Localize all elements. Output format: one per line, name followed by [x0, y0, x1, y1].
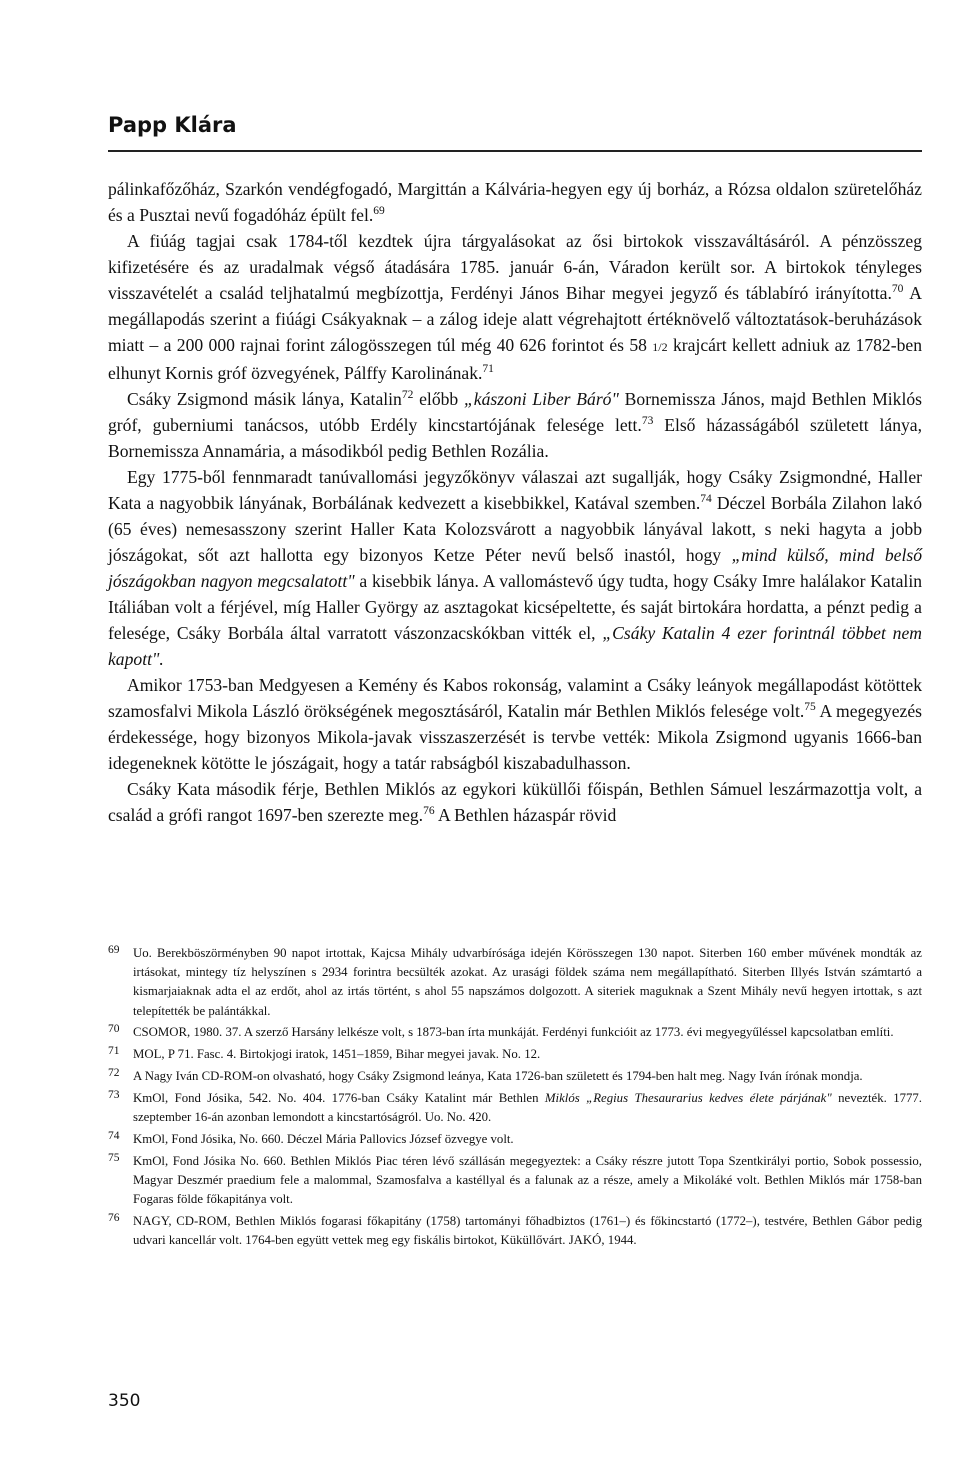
footnote-number: 76 [108, 1211, 120, 1224]
paragraph-text: Csáky Kata második férje, Bethlen Miklós az egykori küküllői főispán, Bethlen Sámuel leszármazottja volt, a család a grófi rangot 1697-ben szerezte meg. [108, 779, 922, 825]
footnote-ref[interactable]: 72 [401, 389, 414, 401]
running-header-author: Papp Klára [108, 113, 237, 137]
page-number: 350 [108, 1391, 141, 1411]
footnote-ref[interactable]: 70 [891, 283, 904, 295]
footnote-text: KmOl, Fond Jósika No. 660. Bethlen Miklós Piac téren lévő szállásán megegyeztek: a Csáky részre jutott Topa Szentkirályi portio, Sobok possessio, Magyar Deszmér praedium fele a malommal, Szamosfalva a kastéllyal és a falunak az a része, amely a Mikoláké volt. Bethlen Miklós már 1758-ban Fogaras földe főkapitánya volt. [133, 1153, 922, 1206]
footnote-text: KmOl, Fond Jósika, No. 660. Déczel Mária Pallovics József özvegye volt. [133, 1131, 514, 1146]
footnote-ref[interactable]: 74 [700, 493, 712, 505]
paragraph-text: A fiúág tagjai csak 1784-től kezdtek újra tárgyalásokat az ősi birtokok visszaváltásáról. A pénzösszeg kifizetésére és az uradalmak végső átadására 1785. január 6-án, Váradon került sor. A birtokok tényleges visszavételét a család teljhatalmú megbízottja, Ferdényi János Bihar megyei jegyző és táblabíró irányította. [108, 231, 922, 303]
footnote-number: 73 [108, 1088, 120, 1101]
paragraph-text: előbb [413, 389, 465, 409]
footnote-70 [108, 1023, 922, 1042]
italic-quote: „kászoni Liber Báró" [464, 389, 619, 409]
footnote-ref[interactable]: 69 [373, 205, 385, 217]
paragraph-text: Déczel Borbála Zilahon lakó (65 éves) nemesasszony szerint Haller Kata Kolozsvárott a nagyobbik lányával lakott, s neki hagyta a jobb jószágokat, sőt azt hallotta egy bizonyos Ketze Péter nevű belső inastól, hogy [108, 493, 922, 565]
footnote-text-part: nevezték. 1777. szeptember 16-án azonban lemondott a kincstartóságról. Uo. No. 420. [133, 1090, 922, 1124]
footnote-number: 70 [108, 1023, 120, 1036]
footnote-text: NAGY, CD-ROM, Bethlen Miklós fogarasi főkapitány (1758) tartományi főhadbiztos (1761–) és főkincstartó (1772–), testvére, Bethlen Gábor pedig udvari kancellár volt. 1764-ben együtt vettek meg egy fiskális birtokot, Küküllővárt. JAKÓ, 1944. [133, 1213, 922, 1247]
paragraph-3 [108, 386, 922, 464]
footnote-71 [108, 1045, 922, 1064]
paragraph-2 [108, 228, 922, 386]
footnote-73 [108, 1089, 922, 1127]
footnote-ref[interactable]: 73 [641, 415, 654, 427]
paragraph-text: A megegyezés érdekessége, hogy bizonyos Mikola-javak visszaszerzését is tervbe vették: Mikola Zsigmond ugyanis 1666-ban idegeneknek kötötte le jószágait, hogy a tatár rabságból kiszabadulhasson. [108, 701, 923, 773]
paragraph-text: Első házasságából született lánya, Bornemissza Annamária, a másodikból pedig Bethlen Rozália. [108, 415, 922, 461]
paragraph-text: Amikor 1753-ban Medgyesen a Kemény és Kabos rokonság, valamint a Csáky leányok megállapodást kötöttek szamosfalvi Mikola László örökségének megosztásáról, Katalin már Bethlen Miklós felesége volt. [108, 675, 922, 721]
footnote-text: CSOMOR, 1980. 37. A szerző Harsány lelkésze volt, s 1873-ban írta munkáját. Ferdényi funkcióit az 1773. évi megyegyűléssel kapcsolatban említi. [133, 1025, 894, 1040]
paragraph-text: A Bethlen házaspár rövid [434, 805, 617, 825]
footnote-text: A Nagy Iván CD-ROM-on olvasható, hogy Csáky Zsigmond leánya, Kata 1726-ban született és 1794-ben halt meg. Nagy Iván írónak mondja. [133, 1069, 863, 1083]
paragraph-5 [108, 672, 922, 776]
body-text [108, 176, 922, 828]
paragraph-text: Egy 1775-ből fennmaradt tanúvallomási jegyzőkönyv válaszai azt sugallják, hogy Csáky Zsigmondné, Haller Kata a nagyobbik lányának, Borbálának kedvezett a kisebbikkel, Katával szemben. [108, 467, 922, 513]
paragraph-4 [108, 464, 922, 672]
footnote-ref[interactable]: 71 [482, 363, 494, 375]
paragraph-text: pálinkafőzőház, Szarkón vendégfogadó, Margittán a Kálvária-hegyen egy új borház, a Rózsa oldalon szüretelőház és a Pusztai nevű fogadóház épült fel. [108, 179, 922, 225]
footnote-76 [108, 1212, 922, 1250]
paragraph-text: Bornemissza János, majd Bethlen Miklós gróf, guberniumi tanácsos, utóbb Erdély kincstartójának felesége lett. [108, 389, 922, 435]
footnote-74 [108, 1130, 922, 1149]
footnote-ref[interactable]: 75 [804, 701, 816, 713]
paragraph-text: A megállapodás szerint a fiúági Csákyaknak – a zálog ideje alatt végrehajtott értéknövelő változtatások-beruházások miatt – a 200 000 rajnai forint zálogösszegen túl még 40 626 forintot és 58 [108, 283, 922, 355]
footnote-75 [108, 1152, 922, 1210]
footnote-number: 71 [108, 1045, 120, 1058]
paragraph-text: Csáky Zsigmond másik lánya, Katalin [127, 389, 402, 409]
footnote-text [133, 1089, 922, 1127]
footnote-72 [108, 1067, 922, 1086]
footnote-text: Uo. Berekböszörményben 90 napot irtottak, Kajcsa Mihály udvarbírósága idején Körösszegen 130 napot. Siterben 160 ember művének mondták az irtásokat, mintegy tíz helyszínen s 2934 forintra becsülték azokat. Az urasági földek száma nem megállapítható. Siterben Illyés István számtartó a kismarjaiaknak adta el az erdőt, ahol az irtás történt, s ahol 55 napszámos dolgozott. A siteriek maguknak a Szent Mihály nevű hegyen irtottak, s azt telepítették be palántákkal. [133, 946, 922, 1018]
footnote-69 [108, 944, 922, 1021]
footnote-number: 69 [108, 944, 120, 956]
italic-quote: „Csáky Katalin 4 ezer forintnál többet nem kapott". [108, 623, 922, 669]
fraction: 1/2 [652, 340, 668, 354]
footnote-italic: Miklós „Regius Thesaurarius kedves élete párjának" [544, 1090, 832, 1105]
footnotes [108, 944, 922, 1253]
paragraph-text: a kisebbik lánya. A vallomástevő úgy tudta, hogy Csáky Imre halálakor Katalin Itáliában volt a férjével, míg Haller György az asztagokat kicsépeltette, és saját birtokára hordatta, a pénzt pedig a felesége, Csáky Borbála által varratott vászonzacskókban vitték el, [108, 571, 923, 643]
footnote-number: 75 [108, 1151, 120, 1164]
paragraph-6 [108, 776, 922, 828]
footnote-number: 74 [108, 1129, 120, 1142]
footnote-text: MOL, P 71. Fasc. 4. Birtokjogi iratok, 1451–1859, Bihar megyei javak. No. 12. [133, 1047, 541, 1062]
footnote-text-part: KmOl, Fond Jósika, 542. No. 404. 1776-ban Csáky Katalint már Bethlen [133, 1090, 545, 1105]
italic-quote: „mind külső, mind belső jószágokban nagyon megcsalatott" [108, 545, 922, 591]
footnote-ref[interactable]: 76 [423, 805, 435, 817]
paragraph-text: krajcárt kellett adniuk az 1782-ben elhunyt Kornis gróf özvegyének, Pálffy Karolinának. [108, 335, 922, 383]
header-rule [108, 150, 922, 152]
footnote-number: 72 [108, 1067, 120, 1079]
paragraph-1 [108, 176, 922, 228]
